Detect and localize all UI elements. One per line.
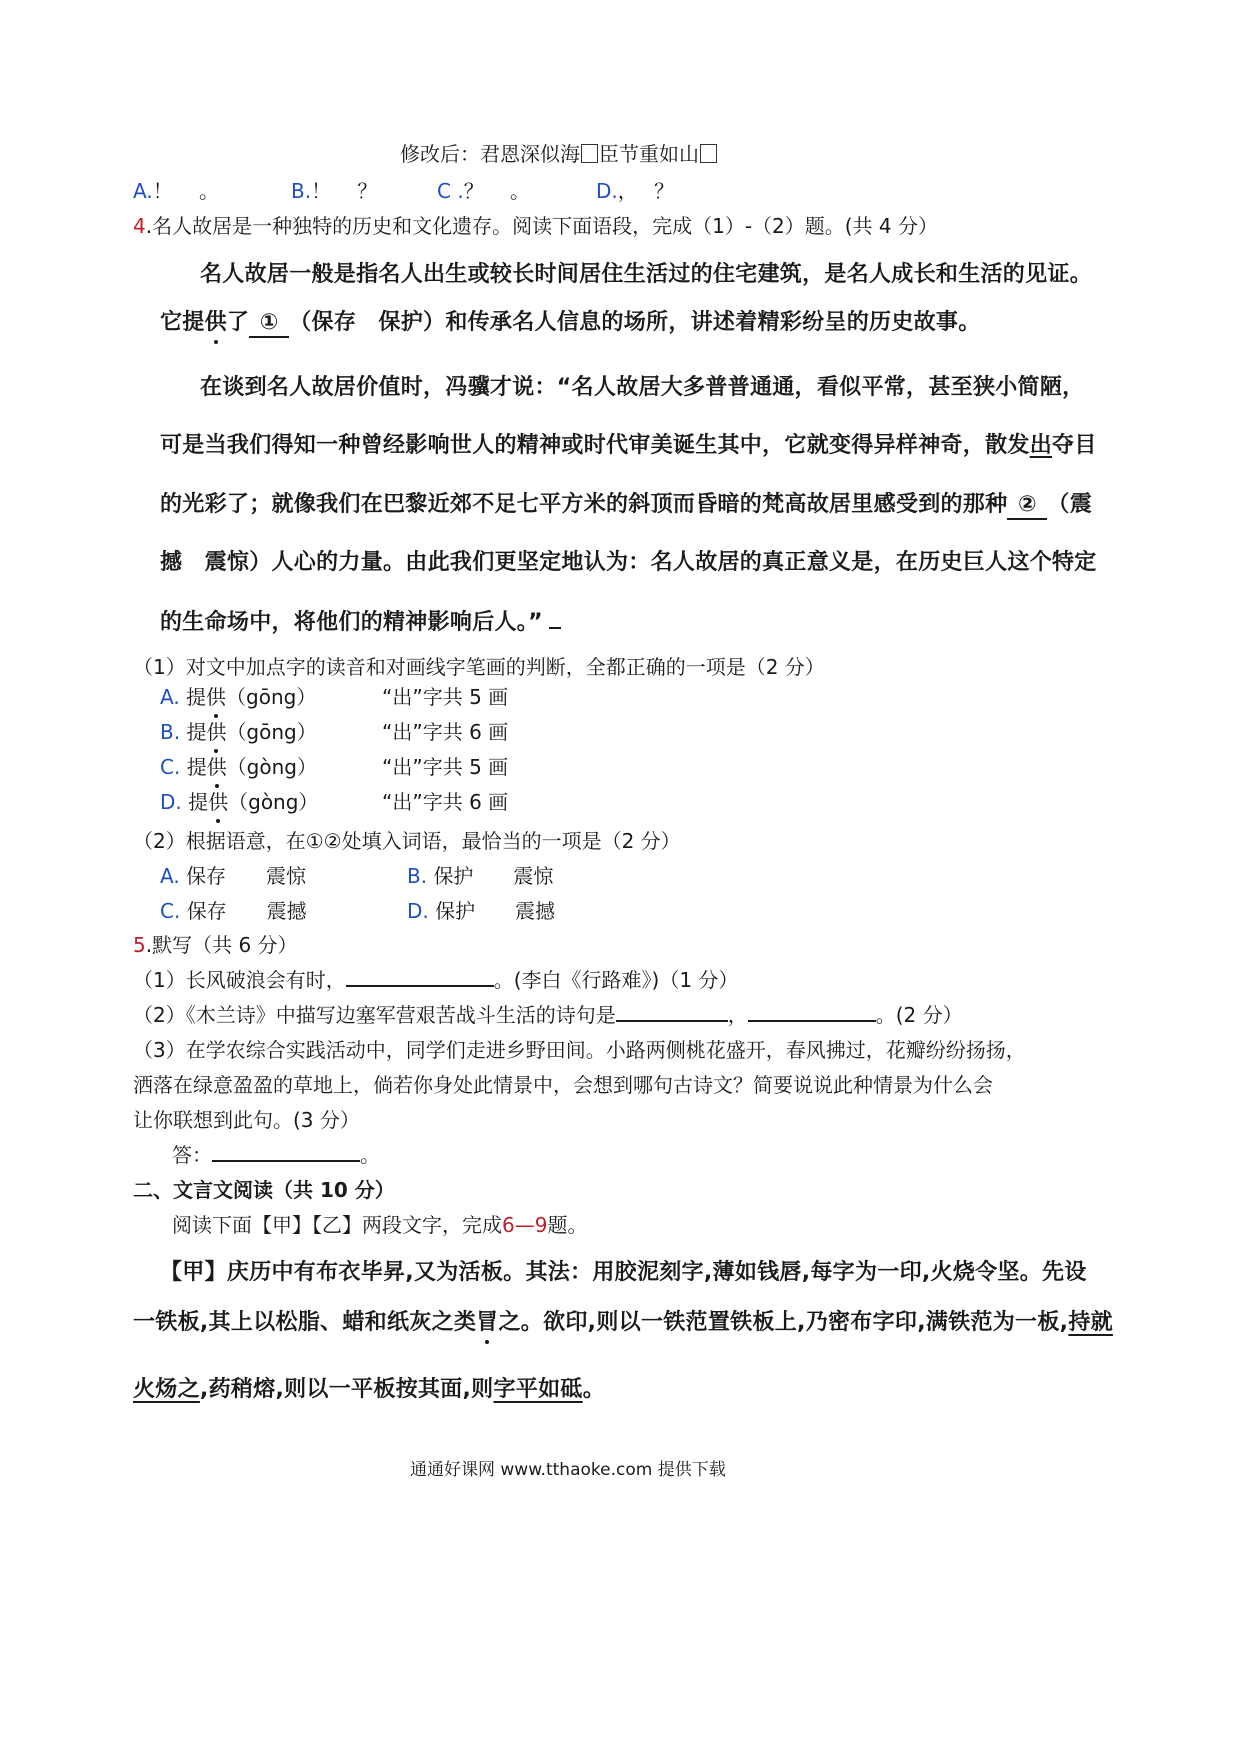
- option-pinyin: （gōng）: [226, 720, 317, 744]
- question-number: 4: [133, 214, 146, 238]
- sub1-stem: （1）对文中加点字的读音和对画线字笔画的判断，全都正确的一项是（2 分）: [133, 655, 825, 679]
- text: 的生命场中，将他们的精神影响后人。”: [160, 610, 543, 635]
- text: ,药稍熔,则以一平板按其面,则: [199, 1377, 494, 1402]
- classical-line: [133, 1372, 605, 1403]
- text: （2）《木兰诗》中描写边塞军营艰苦战斗生活的诗句是: [133, 1003, 616, 1027]
- q5-sub3-line: 洒落在绿意盈盈的草地上，倘若你身处此情景中，会想到哪句古诗文？简要说说此种情景为什么会: [133, 1073, 993, 1097]
- option-letter: D.: [160, 790, 182, 814]
- text: 它提: [160, 310, 205, 335]
- q3-option-d: [596, 175, 674, 204]
- text: 夺目: [1052, 433, 1097, 458]
- footer: 通通好课网 www.tthaoke.com 提供下载: [410, 1460, 726, 1480]
- section-heading: 二、文言文阅读（共 10 分）: [133, 1178, 395, 1202]
- question-stem: .名人故居是一种独特的历史和文化遗存。阅读下面语段，完成（1）-（2）题。(共 4 分）: [145, 214, 938, 238]
- passage-line: [160, 605, 561, 636]
- q3-option-a: [133, 175, 219, 204]
- option-word: 提: [186, 755, 207, 779]
- option-letter: A.: [160, 864, 180, 888]
- text: ，: [727, 1003, 748, 1027]
- option-letter: C.: [160, 755, 181, 779]
- q3-option-b: [291, 175, 377, 204]
- option-letter: B.: [407, 864, 428, 888]
- text: （保存 保护）和传承名人信息的场所，讲述着精彩纷呈的历史故事。: [289, 310, 981, 335]
- sub2-option-c: [160, 895, 307, 924]
- option-letter: C .: [437, 179, 464, 203]
- sub1-stroke-a: “出”字共 5 画: [382, 685, 509, 709]
- q5-answer: [172, 1139, 380, 1168]
- sub2-option-d: [407, 895, 555, 924]
- option-word: 提: [186, 685, 207, 709]
- option-text: ？ 。: [463, 179, 531, 203]
- sub2-option-b: [407, 860, 553, 889]
- sub1-stroke-b: “出”字共 6 画: [382, 720, 509, 744]
- option-letter: A.: [133, 179, 153, 203]
- dotted-char: 冒: [476, 1310, 499, 1335]
- option-pinyin: （gòng）: [228, 790, 319, 814]
- sub1-option-d: [160, 786, 318, 815]
- option-pinyin: （gòng）: [226, 755, 317, 779]
- passage-line: [160, 428, 1097, 459]
- option-text: ！ 。: [152, 179, 220, 203]
- option-pinyin: （gōng）: [226, 685, 317, 709]
- sub1-stroke-c: “出”字共 5 画: [382, 755, 509, 779]
- option-text: ， ？: [617, 179, 675, 203]
- sub2-stem: （2）根据语意，在①②处填入词语，最恰当的一项是（2 分）: [133, 829, 681, 853]
- revised-line: [400, 138, 718, 167]
- text: 。(李白《行路难》)（1 分）: [493, 968, 739, 992]
- answer-blank[interactable]: [346, 967, 494, 987]
- option-word: 提: [186, 720, 207, 744]
- text: 一铁板,其上以松脂、蜡和纸灰之类: [133, 1310, 477, 1335]
- q5-sub2: [133, 999, 963, 1028]
- underlined-phrase: 字平如砥: [493, 1377, 583, 1402]
- text: 。(2 分）: [875, 1003, 963, 1027]
- text: 的光彩了；就像我们在巴黎近郊不足七平方米的斜顶而昏暗的梵高故居里感受到的那种: [160, 492, 1008, 517]
- blank-box: [700, 144, 717, 163]
- q5-sub1: [133, 964, 738, 993]
- text: 可是当我们得知一种曾经影响世人的精神或时代审美诞生其中，它就变得异样神奇，散发: [160, 433, 1030, 458]
- option-letter: B.: [160, 720, 181, 744]
- q5-sub3-line: 让你联想到此句。(3 分）: [133, 1108, 360, 1132]
- q5-stem: [133, 929, 298, 958]
- revised-text-b: 臣节重如山: [599, 142, 699, 166]
- option-letter: D.: [407, 899, 429, 923]
- text: （震: [1047, 492, 1093, 517]
- option-letter: D.: [596, 179, 618, 203]
- passage-line: 在谈到名人故居价值时，冯骥才说：“名人故居大多普普通通，看似平常，甚至狭小简陋，: [200, 375, 1085, 400]
- fill-slot-2: ②: [1007, 492, 1047, 520]
- answer-blank[interactable]: [616, 1002, 728, 1022]
- text: 之。欲印,则以一铁范置铁板上,乃密布字印,满铁范为一板,: [498, 1310, 1069, 1335]
- text: 了: [226, 310, 250, 335]
- option-letter: A.: [160, 685, 180, 709]
- revised-text-a: 修改后：君恩深似海: [400, 142, 580, 166]
- q5-sub3-line: （3）在学农综合实践活动中，同学们走进乡野田间。小路两侧桃花盛开，春风拂过，花瓣纷纷扬扬，: [133, 1038, 1026, 1062]
- text: 题。: [547, 1213, 588, 1237]
- option-letter: B.: [291, 179, 312, 203]
- option-word: 提: [188, 790, 209, 814]
- end-mark: [549, 609, 561, 629]
- answer-label: 答：: [172, 1143, 212, 1167]
- sub1-option-c: [160, 751, 317, 780]
- question-number: 5: [133, 933, 146, 957]
- classical-line: 【甲】庆历中有布衣毕昇,又为活板。其法：用胶泥刻字,薄如钱唇,每字为一印,火烧令坚。先设: [160, 1260, 1087, 1285]
- option-text: ！ ？: [311, 179, 378, 203]
- sub2-option-a: [160, 860, 306, 889]
- text: （1）长风破浪会有时，: [133, 968, 346, 992]
- q4-stem: [133, 210, 938, 239]
- classical-line: [133, 1305, 1113, 1336]
- text: 阅读下面【甲】【乙】两段文字，完成: [172, 1213, 502, 1237]
- sub1-stroke-d: “出”字共 6 画: [382, 790, 509, 814]
- sub1-option-b: [160, 716, 317, 745]
- question-range: 6—9: [502, 1213, 548, 1237]
- passage-line: 撼 震惊）人心的力量。由此我们更坚定地认为：名人故居的真正意义是，在历史巨人这个特定: [160, 550, 1097, 575]
- option-text: 保护 震惊: [433, 864, 554, 888]
- option-text: 保存 震惊: [186, 864, 307, 888]
- dotted-char: 供: [204, 310, 227, 335]
- answer-blank[interactable]: [748, 1002, 876, 1022]
- sub1-option-a: [160, 681, 316, 710]
- text: 。: [360, 1143, 380, 1167]
- option-text: 保存 震撼: [186, 899, 307, 923]
- passage-line: [160, 487, 1092, 520]
- answer-blank[interactable]: [212, 1142, 360, 1162]
- passage-line: 名人故居一般是指名人出生或较长时间居住生活过的住宅建筑，是名人成长和生活的见证。: [200, 262, 1093, 287]
- fill-slot-1: ①: [249, 310, 289, 338]
- underlined-phrase: 火炀之: [133, 1377, 200, 1402]
- q3-option-c: [437, 175, 530, 204]
- underlined-char: 出: [1029, 433, 1053, 458]
- dotted-char: 供: [206, 720, 227, 744]
- section-intro: [172, 1209, 587, 1238]
- dotted-char: 供: [206, 755, 227, 779]
- option-letter: C.: [160, 899, 181, 923]
- blank-box: [581, 144, 598, 163]
- dotted-char: 供: [206, 685, 227, 709]
- underlined-phrase: 持就: [1068, 1310, 1113, 1335]
- option-text: 保护 震撼: [435, 899, 556, 923]
- question-stem: .默写（共 6 分）: [145, 933, 298, 957]
- passage-line: [160, 305, 981, 338]
- dotted-char: 供: [208, 790, 229, 814]
- text: 。: [582, 1377, 605, 1402]
